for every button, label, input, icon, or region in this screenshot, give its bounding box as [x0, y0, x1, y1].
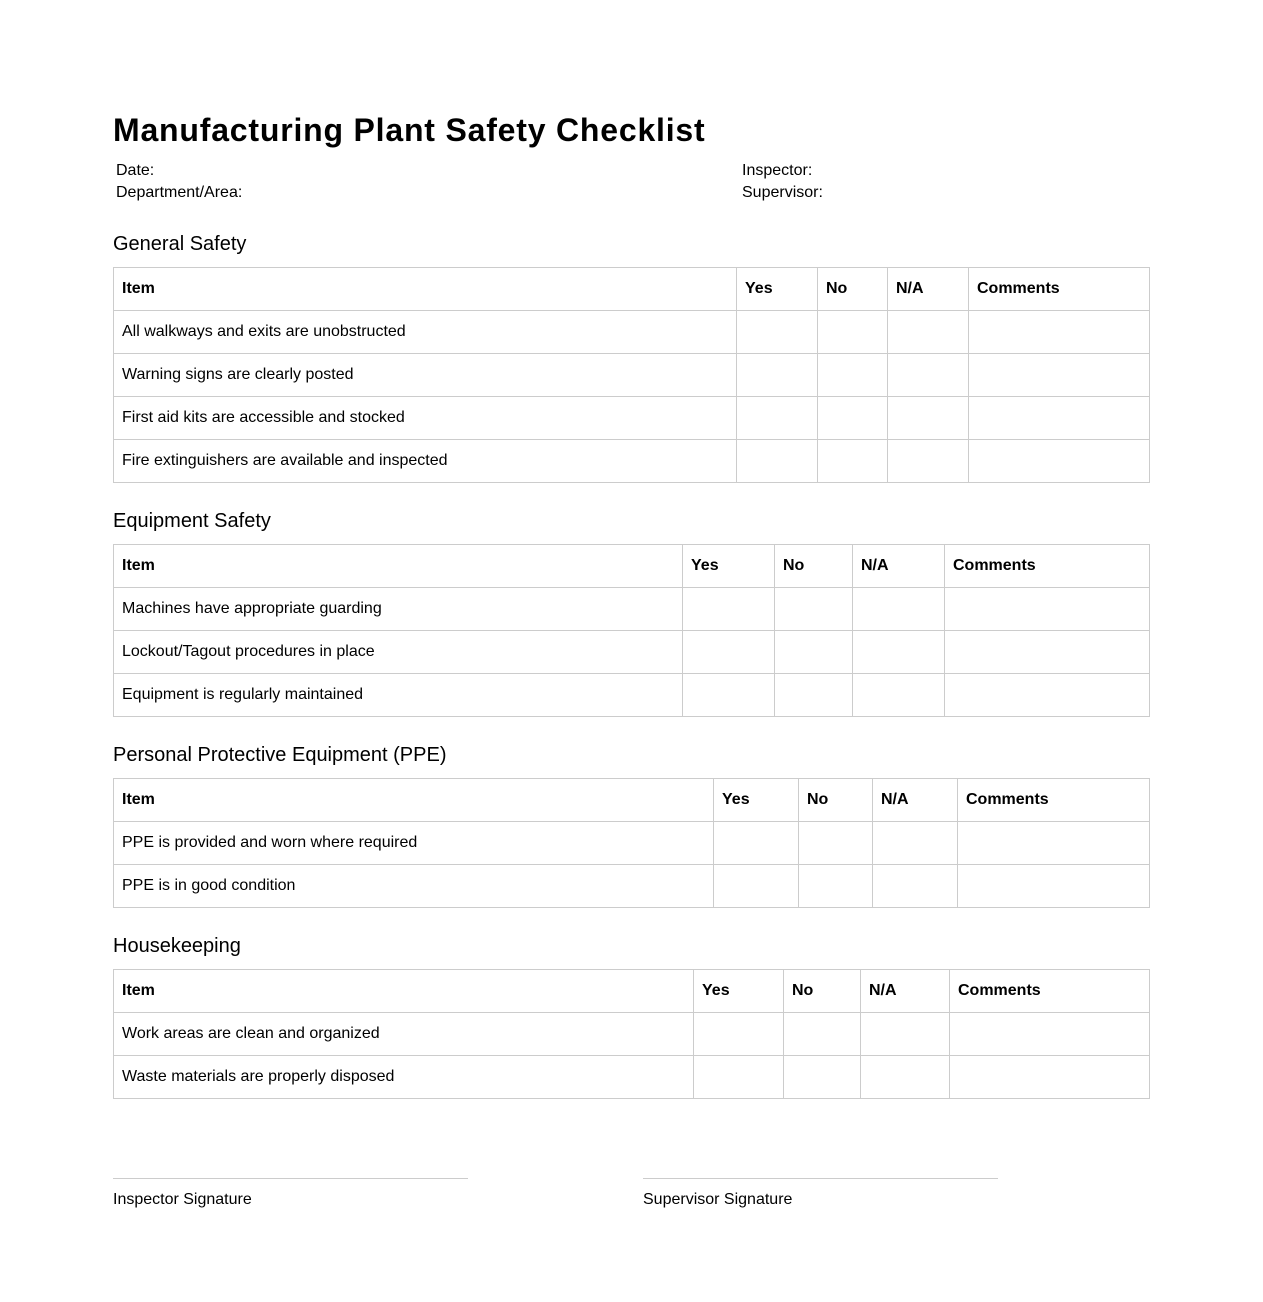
yes-cell[interactable]	[737, 397, 818, 440]
na-cell[interactable]	[888, 397, 969, 440]
item-cell: Equipment is regularly maintained	[114, 674, 683, 717]
yes-cell[interactable]	[714, 822, 799, 865]
col-no: No	[799, 779, 873, 822]
table-row	[114, 588, 1150, 631]
col-comments: Comments	[969, 268, 1150, 311]
yes-cell[interactable]	[737, 354, 818, 397]
date-label: Date:	[116, 162, 155, 179]
col-no: No	[775, 545, 853, 588]
table-row	[114, 822, 1150, 865]
no-cell[interactable]	[799, 865, 873, 908]
page-title: Manufacturing Plant Safety Checklist	[113, 112, 706, 148]
yes-cell[interactable]	[694, 1013, 784, 1056]
na-cell[interactable]	[888, 440, 969, 483]
col-yes: Yes	[737, 268, 818, 311]
section-title-housekeeping: Housekeeping	[113, 935, 241, 957]
table-row	[114, 865, 1150, 908]
comments-cell[interactable]	[969, 440, 1150, 483]
col-item: Item	[114, 268, 737, 311]
no-cell[interactable]	[818, 397, 888, 440]
na-cell[interactable]	[853, 588, 945, 631]
item-cell: Work areas are clean and organized	[114, 1013, 694, 1056]
table-header-row	[114, 268, 1150, 311]
col-no: No	[784, 970, 861, 1013]
na-cell[interactable]	[873, 822, 958, 865]
no-cell[interactable]	[818, 440, 888, 483]
col-yes: Yes	[683, 545, 775, 588]
supervisor-signature-line[interactable]	[643, 1178, 998, 1209]
col-no: No	[818, 268, 888, 311]
section-title-general-safety: General Safety	[113, 233, 247, 255]
yes-cell[interactable]	[714, 865, 799, 908]
col-yes: Yes	[714, 779, 799, 822]
no-cell[interactable]	[775, 631, 853, 674]
na-cell[interactable]	[873, 865, 958, 908]
comments-cell[interactable]	[958, 865, 1150, 908]
comments-cell[interactable]	[969, 397, 1150, 440]
item-cell: Warning signs are clearly posted	[114, 354, 737, 397]
section-title-ppe: Personal Protective Equipment (PPE)	[113, 744, 447, 766]
table-row	[114, 1056, 1150, 1099]
item-cell: Machines have appropriate guarding	[114, 588, 683, 631]
col-comments: Comments	[945, 545, 1150, 588]
yes-cell[interactable]	[683, 631, 775, 674]
col-na: N/A	[853, 545, 945, 588]
comments-cell[interactable]	[950, 1056, 1150, 1099]
col-comments: Comments	[958, 779, 1150, 822]
comments-cell[interactable]	[945, 631, 1150, 674]
col-item: Item	[114, 970, 694, 1013]
table-row	[114, 1013, 1150, 1056]
no-cell[interactable]	[799, 822, 873, 865]
yes-cell[interactable]	[694, 1056, 784, 1099]
housekeeping-table	[113, 969, 1150, 1099]
supervisor-signature-label: Supervisor Signature	[643, 1191, 793, 1208]
col-na: N/A	[888, 268, 969, 311]
ppe-table	[113, 778, 1150, 908]
no-cell[interactable]	[784, 1056, 861, 1099]
equipment-safety-table	[113, 544, 1150, 717]
col-na: N/A	[861, 970, 950, 1013]
table-header-row	[114, 970, 1150, 1013]
meta-left	[116, 160, 242, 204]
inspector-signature-label: Inspector Signature	[113, 1191, 252, 1208]
comments-cell[interactable]	[945, 588, 1150, 631]
inspector-signature-line[interactable]	[113, 1178, 468, 1209]
yes-cell[interactable]	[737, 311, 818, 354]
item-cell: PPE is provided and worn where required	[114, 822, 714, 865]
comments-cell[interactable]	[950, 1013, 1150, 1056]
item-cell: Fire extinguishers are available and inspected	[114, 440, 737, 483]
col-item: Item	[114, 779, 714, 822]
col-item: Item	[114, 545, 683, 588]
comments-cell[interactable]	[969, 311, 1150, 354]
table-row	[114, 440, 1150, 483]
na-cell[interactable]	[853, 631, 945, 674]
comments-cell[interactable]	[958, 822, 1150, 865]
inspector-label: Inspector:	[742, 162, 813, 179]
meta-right	[742, 160, 823, 204]
yes-cell[interactable]	[683, 588, 775, 631]
na-cell[interactable]	[861, 1056, 950, 1099]
item-cell: PPE is in good condition	[114, 865, 714, 908]
item-cell: Lockout/Tagout procedures in place	[114, 631, 683, 674]
table-row	[114, 674, 1150, 717]
na-cell[interactable]	[853, 674, 945, 717]
no-cell[interactable]	[775, 674, 853, 717]
na-cell[interactable]	[888, 354, 969, 397]
comments-cell[interactable]	[969, 354, 1150, 397]
section-title-equipment-safety: Equipment Safety	[113, 510, 271, 532]
item-cell: First aid kits are accessible and stocked	[114, 397, 737, 440]
item-cell: All walkways and exits are unobstructed	[114, 311, 737, 354]
item-cell: Waste materials are properly disposed	[114, 1056, 694, 1099]
col-yes: Yes	[694, 970, 784, 1013]
no-cell[interactable]	[818, 311, 888, 354]
table-header-row	[114, 779, 1150, 822]
na-cell[interactable]	[888, 311, 969, 354]
yes-cell[interactable]	[737, 440, 818, 483]
comments-cell[interactable]	[945, 674, 1150, 717]
table-header-row	[114, 545, 1150, 588]
table-row	[114, 311, 1150, 354]
no-cell[interactable]	[784, 1013, 861, 1056]
table-row	[114, 354, 1150, 397]
no-cell[interactable]	[818, 354, 888, 397]
col-na: N/A	[873, 779, 958, 822]
department-label: Department/Area:	[116, 184, 243, 201]
general-safety-table	[113, 267, 1150, 483]
table-row	[114, 397, 1150, 440]
na-cell[interactable]	[861, 1013, 950, 1056]
table-row	[114, 631, 1150, 674]
supervisor-label: Supervisor:	[742, 184, 823, 201]
col-comments: Comments	[950, 970, 1150, 1013]
yes-cell[interactable]	[683, 674, 775, 717]
no-cell[interactable]	[775, 588, 853, 631]
